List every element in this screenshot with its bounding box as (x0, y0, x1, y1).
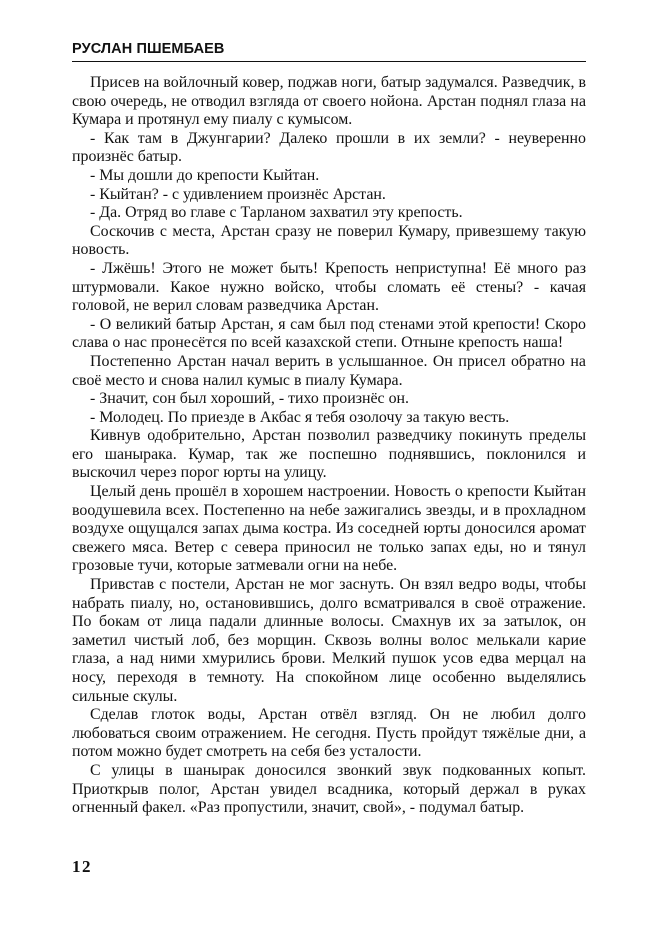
paragraph: - Лжёшь! Этого не может быть! Крепость неприступна! Её много раз штурмовали. Какое нужно войско, чтобы сломать её стены? - качая головой, не верил словам разведчика Арстан. (72, 259, 586, 315)
paragraph: Соскочив с места, Арстан сразу не поверил Кумару, привезшему такую новость. (72, 222, 586, 259)
page-number: 12 (72, 857, 92, 876)
paragraph: - Да. Отряд во главе с Тарланом захватил эту крепость. (90, 204, 463, 222)
paragraph: С улицы в шанырак доносился звонкий звук подкованных копыт. Приоткрыв полог, Арстан увидел всадника, который держал в руках огненный факел. «Раз пропустили, значит, свой», - подумал батыр. (72, 761, 586, 817)
body-text (72, 74, 586, 818)
paragraph: - Как там в Джунгарии? Далеко прошли в их земли? - неуверенно произнёс батыр. (72, 129, 586, 166)
paragraph: Привстав с постели, Арстан не мог заснуть. Он взял ведро воды, чтобы набрать пиалу, но, остановившись, долго всматривался в своё отражение. По бокам от лица падали длинные волосы. Смахнув их за затылок, он заметил чистый лоб, без морщин. Сквозь волны волос мелькали карие глаза, а над ними хмурились брови. Мелкий пушок усов едва мерцал на носу, переходя в темноту. На спокойном лице особенно выделялись сильные скулы. (72, 576, 586, 705)
paragraph: Присев на войлочный ковер, поджав ноги, батыр задумался. Разведчик, в свою очередь, не отводил взгляда от своего нойона. Арстан поднял глаза на Кумара и протянул ему пиалу с кумысом. (72, 74, 586, 129)
paragraph: - Молодец. По приезде в Акбас я тебя озолочу за такую весть. (90, 408, 510, 426)
paragraph: - Мы дошли до крепости Кыйтан. (90, 166, 320, 184)
paragraph: Постепенно Арстан начал верить в услышанное. Он присел обратно на своё место и снова налил кумыс в пиалу Кумара. (72, 352, 586, 389)
running-title: РУСЛАН ПШЕМБАЕВ (72, 41, 225, 57)
paragraph: Кивнув одобрительно, Арстан позволил разведчику покинуть пределы его шанырака. Кумар, так же поспешно поднявшись, поклонился и выскочил через порог юрты на улицу. (72, 427, 586, 482)
paragraph: Сделав глоток воды, Арстан отвёл взгляд. Он не любил долго любоваться своим отражением. Не сегодня. Пусть пройдут тяжёлые дни, а потом можно будет смотреть на себя без усталости. (72, 706, 586, 761)
paragraph: Целый день прошёл в хорошем настроении. Новость о крепости Кыйтан воодушевила всех. Постепенно на небе зажигались звезды, и в прохладном воздухе ощущался запах дыма костра. Из соседней юрты доносился аромат свежего мяса. Ветер с севера приносил не только запах еды, но и тянул грозовые тучи, которые затмевали огни на небе. (72, 483, 586, 575)
paragraph: - О великий батыр Арстан, я сам был под стенами этой крепости! Скоро слава о нас пронесётся по всей казахской степи. Отныне крепость наша! (72, 315, 586, 352)
paragraph: - Кыйтан? - с удивлением произнёс Арстан. (90, 185, 386, 203)
running-header (72, 41, 586, 62)
paragraph: - Значит, сон был хороший, - тихо произнёс он. (90, 390, 409, 408)
